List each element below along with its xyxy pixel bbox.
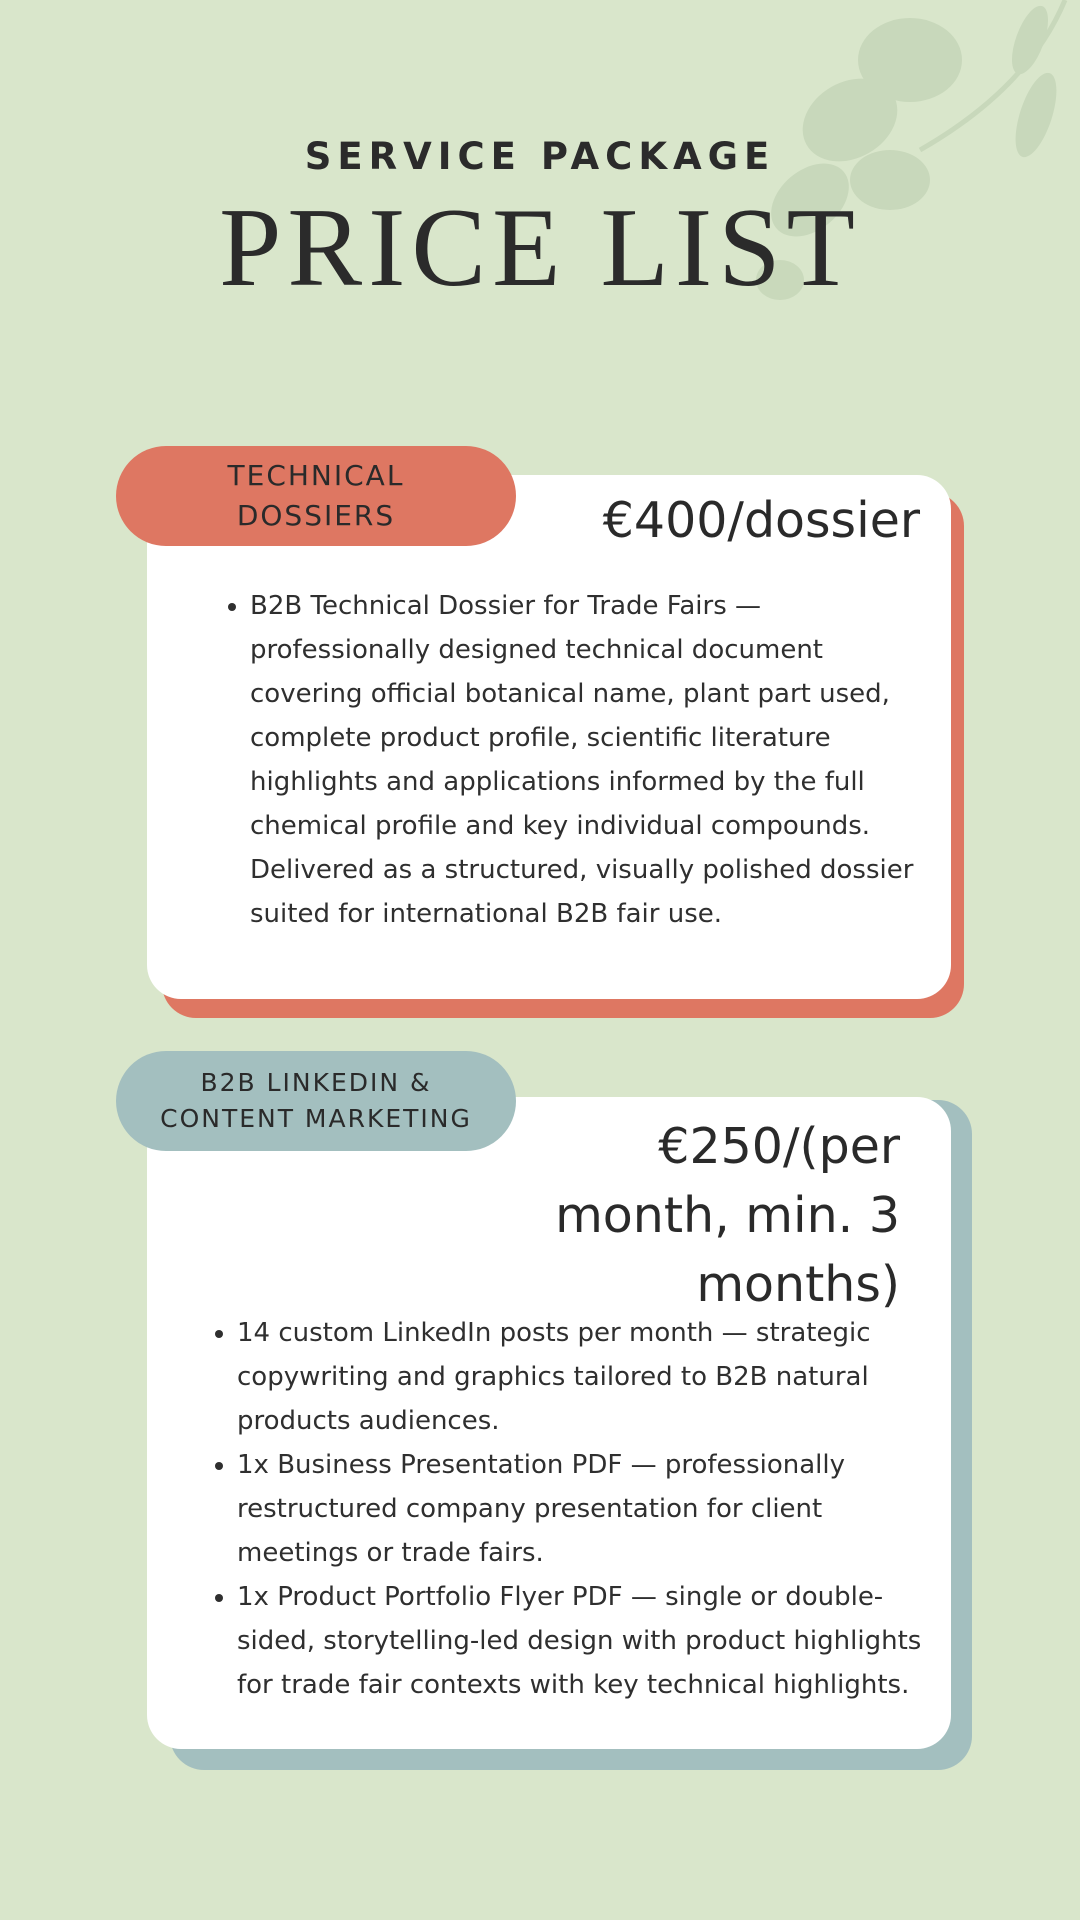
package-label-line: TECHNICAL (227, 459, 405, 492)
package-items-technical (224, 584, 940, 936)
list-item: • 1x Product Portfolio Flyer PDF — single or double-sided, storytelling-led design with product highlights for trade fair contexts with key technical highlights. (237, 1575, 937, 1707)
page-subtitle: SERVICE PACKAGE (304, 135, 776, 178)
page-title: PRICE LIST (219, 186, 861, 310)
package-label-line: CONTENT MARKETING (160, 1104, 472, 1133)
list-item: • 1x Business Presentation PDF — professionally restructured company presentation for client meetings or trade fairs. (237, 1443, 937, 1575)
package-label-line: DOSSIERS (236, 499, 396, 532)
package-label-linkedin (116, 1051, 516, 1151)
package-label-line: B2B LINKEDIN & (200, 1068, 432, 1097)
package-price-linkedin: €250/(per month, min. 3 months) (555, 1118, 900, 1313)
package-label-technical (116, 446, 516, 546)
list-item: • 14 custom LinkedIn posts per month — strategic copywriting and graphics tailored to B2B natural products audiences. (237, 1311, 937, 1443)
package-items-linkedin (211, 1311, 937, 1707)
package-price-technical: €400/dossier (602, 492, 920, 549)
list-item: • B2B Technical Dossier for Trade Fairs — professionally designed technical document covering official botanical name, plant part used, complete product profile, scientific literature highlights and applications informed by the full chemical profile and key individual compounds. Delivered as a structured, visually polished dossier suited for international B2B fair use. (250, 584, 940, 936)
